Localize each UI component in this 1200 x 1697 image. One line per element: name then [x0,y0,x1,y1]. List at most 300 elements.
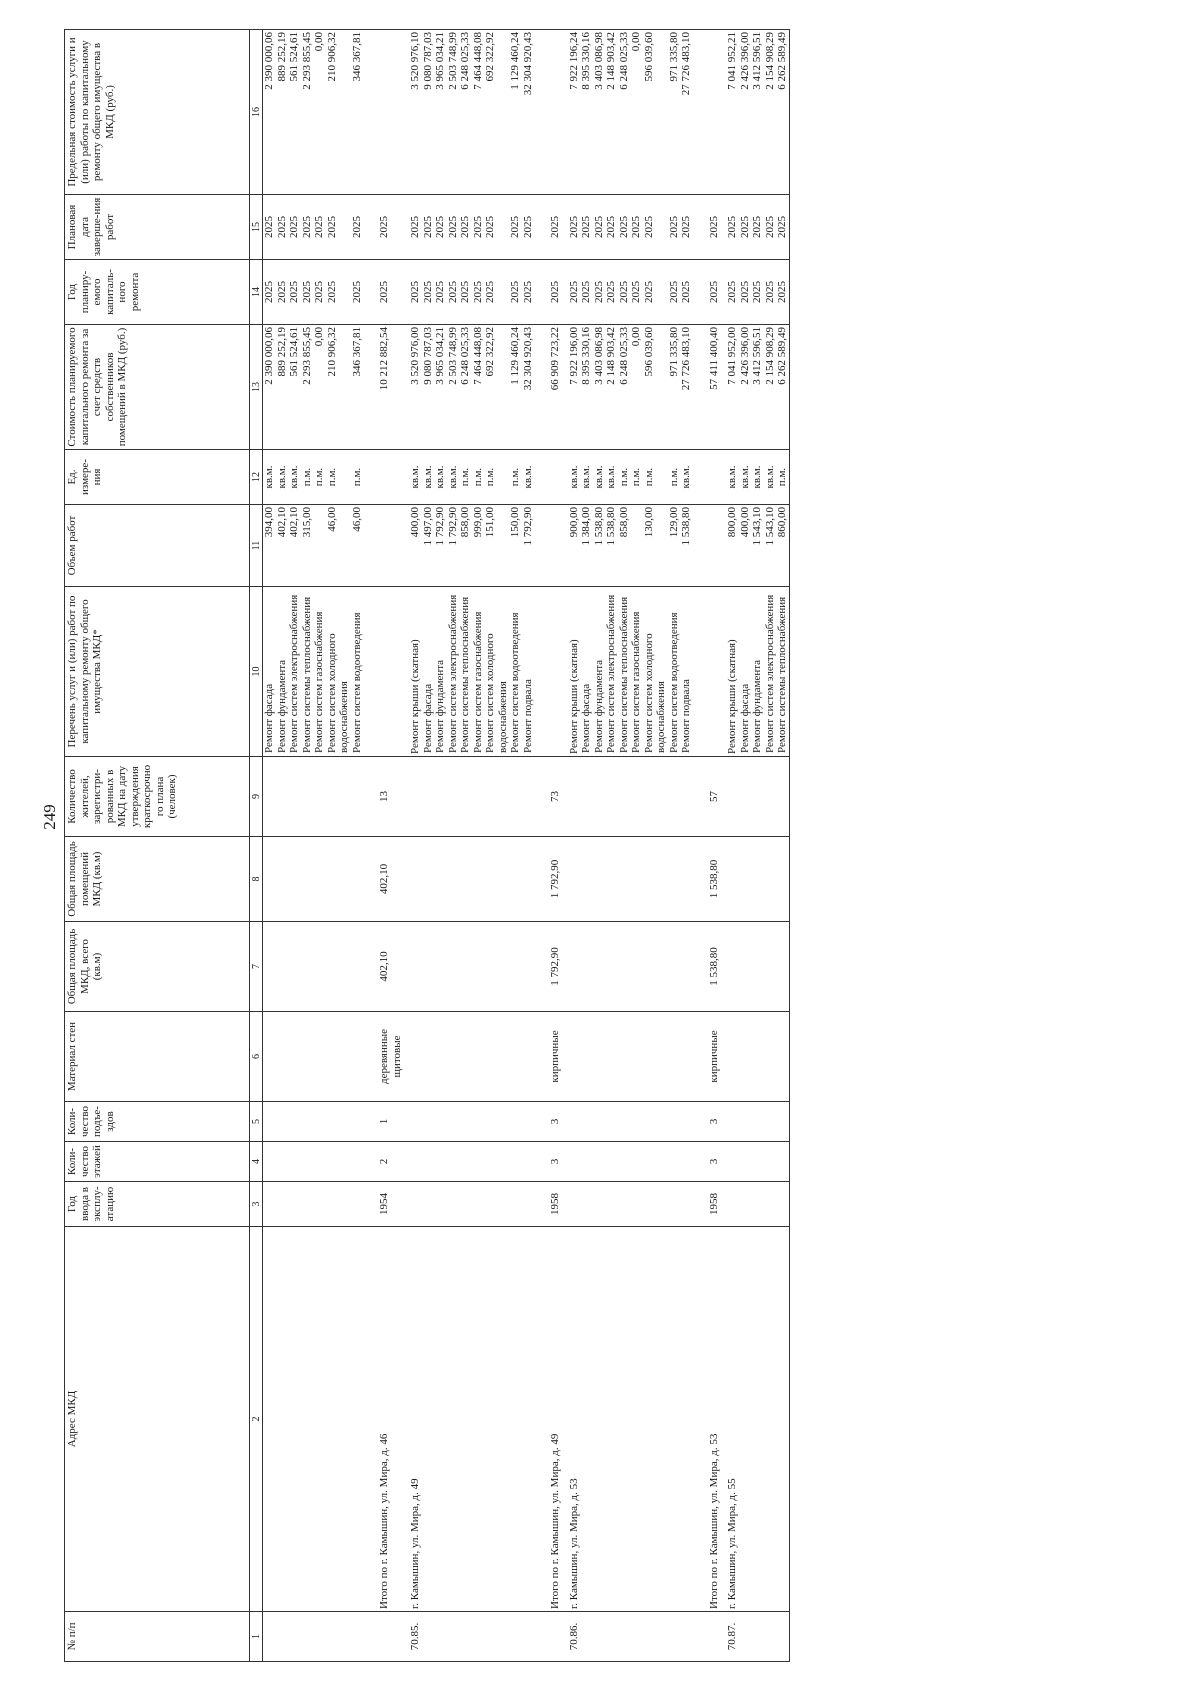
work-row [630,30,643,1662]
cost-limit-cell: 3 965 034,21 [434,30,447,195]
year-commissioned-cell: 1958 [693,1182,721,1227]
row-number-cell: 70.85. [403,1612,422,1662]
floors-cell [643,1142,668,1182]
header-work-volume: Объем работ [65,505,250,587]
year-commissioned-cell [509,1182,522,1227]
wall-material-cell [580,1012,593,1102]
unit-cell: п.м. [301,450,314,505]
work-volume-cell: 860,00 [776,505,789,587]
premises-area-cell [351,837,364,922]
residents-cell: 13 [363,757,403,837]
table-body [263,30,790,1662]
year-commissioned-cell [326,1182,351,1227]
work-row [522,30,535,1662]
repair-year-cell: 2025 [301,260,314,325]
header-planned-cost: Стоимость планируемого капитального ремонта за счет средств собственников помещений в МКД (руб.) [65,325,250,450]
premises-area-cell [403,837,422,922]
row-number-cell [484,1612,509,1662]
entrances-cell [403,1102,422,1142]
planned-cost-cell: 2 426 396,00 [739,325,752,450]
planned-cost-cell: 32 304 920,43 [522,325,535,450]
year-commissioned-cell [618,1182,631,1227]
work-name-cell: Ремонт систем газоснабжения [472,587,485,757]
address-cell [668,1227,681,1612]
premises-area-cell [751,837,764,922]
residents-cell [434,757,447,837]
total-area-cell [562,922,581,1012]
address-cell [459,1227,472,1612]
cost-limit-cell: 9 080 787,03 [422,30,435,195]
cost-limit-cell: 210 906,32 [326,30,351,195]
total-area-cell [739,922,752,1012]
header-repair-year: Год планиру-емого капиталь-ного ремонта [65,260,250,325]
repair-year-cell: 2025 [472,260,485,325]
premises-area-cell [422,837,435,922]
wall-material-cell [630,1012,643,1102]
cost-limit-cell: 7 041 952,21 [720,30,739,195]
work-name-cell: Ремонт систем газоснабжения [630,587,643,757]
repair-year-cell: 2025 [693,260,721,325]
unit-cell: п.м. [459,450,472,505]
planned-cost-cell: 9 080 787,03 [422,325,435,450]
address-cell: Итого по г. Камышин, ул. Мира, д. 49 [534,1227,562,1612]
residents-cell [668,757,681,837]
object-row [403,30,422,1662]
repair-year-cell: 2025 [288,260,301,325]
cost-limit-cell [363,30,403,195]
repair-year-cell: 2025 [534,260,562,325]
year-commissioned-cell [434,1182,447,1227]
completion-date-cell: 2025 [720,195,739,260]
work-name-cell: Ремонт систем холодного водоснабжения [484,587,509,757]
planned-cost-cell: 2 148 903,42 [605,325,618,450]
work-row [301,30,314,1662]
planned-cost-cell: 2 293 855,45 [301,325,314,450]
total-area-cell [522,922,535,1012]
address-cell: г. Камышин, ул. Мира, д. 55 [720,1227,739,1612]
residents-cell [288,757,301,837]
column-number: 5 [250,1102,263,1142]
work-volume-cell: 999,00 [472,505,485,587]
completion-date-cell: 2025 [580,195,593,260]
capital-repair-table [64,29,790,1662]
work-row [472,30,485,1662]
header-total-area: Общая площадь МКД, всего (кв.м) [65,922,250,1012]
table-header [65,30,263,1662]
planned-cost-cell: 2 154 908,29 [764,325,777,450]
planned-cost-cell: 3 403 086,98 [593,325,606,450]
row-number-cell [263,1612,276,1662]
completion-date-cell: 2025 [484,195,509,260]
unit-cell: кв.м. [288,450,301,505]
work-name-cell [534,587,562,757]
completion-date-cell: 2025 [422,195,435,260]
column-number: 8 [250,837,263,922]
floors-cell [522,1142,535,1182]
column-number: 15 [250,195,263,260]
floors-cell [720,1142,739,1182]
completion-date-cell: 2025 [776,195,789,260]
premises-area-cell [680,837,693,922]
entrances-cell [288,1102,301,1142]
unit-cell: п.м. [484,450,509,505]
planned-cost-cell: 596 039,60 [643,325,668,450]
cost-limit-cell: 2 390 000,06 [263,30,276,195]
work-volume-cell: 151,00 [484,505,509,587]
row-number-cell [618,1612,631,1662]
work-volume-cell: 1 538,80 [593,505,606,587]
premises-area-cell [522,837,535,922]
wall-material-cell [562,1012,581,1102]
work-name-cell: Ремонт фасада [263,587,276,757]
work-row [276,30,289,1662]
planned-cost-cell: 0,00 [630,325,643,450]
wall-material-cell [484,1012,509,1102]
premises-area-cell [720,837,739,922]
year-commissioned-cell [472,1182,485,1227]
total-area-cell [509,922,522,1012]
address-cell [739,1227,752,1612]
work-name-cell: Ремонт систем газоснабжения [313,587,326,757]
column-number: 12 [250,450,263,505]
completion-date-cell: 2025 [534,195,562,260]
unit-cell: кв.м. [593,450,606,505]
year-commissioned-cell [263,1182,276,1227]
planned-cost-cell: 971 335,80 [668,325,681,450]
unit-cell: кв.м. [522,450,535,505]
work-name-cell: Ремонт крыши (скатная) [720,587,739,757]
residents-cell [618,757,631,837]
row-number-cell [288,1612,301,1662]
year-commissioned-cell [643,1182,668,1227]
residents-cell [764,757,777,837]
entrances-cell [720,1102,739,1142]
work-row [643,30,668,1662]
residents-cell: 57 [693,757,721,837]
row-number-cell [459,1612,472,1662]
header-row-number: № п/п [65,1612,250,1662]
column-number-row [250,30,263,1662]
entrances-cell [313,1102,326,1142]
floors-cell [434,1142,447,1182]
work-volume-cell: 315,00 [301,505,314,587]
row-number-cell [363,1612,403,1662]
residents-cell [720,757,739,837]
row-number-cell [447,1612,460,1662]
repair-year-cell: 2025 [434,260,447,325]
work-volume-cell: 400,00 [739,505,752,587]
total-area-cell: 1 792,90 [534,922,562,1012]
premises-area-cell [593,837,606,922]
residents-cell [593,757,606,837]
premises-area-cell [509,837,522,922]
completion-date-cell: 2025 [447,195,460,260]
row-number-cell [351,1612,364,1662]
floors-cell [764,1142,777,1182]
object-row [720,30,739,1662]
planned-cost-cell: 57 411 400,40 [693,325,721,450]
total-area-cell [276,922,289,1012]
repair-year-cell: 2025 [720,260,739,325]
completion-date-cell: 2025 [403,195,422,260]
address-cell [447,1227,460,1612]
repair-year-cell: 2025 [363,260,403,325]
work-row [351,30,364,1662]
work-volume-cell: 1 792,90 [447,505,460,587]
entrances-cell [618,1102,631,1142]
work-name-cell: Ремонт систем водоотведения [509,587,522,757]
cost-limit-cell: 32 304 920,43 [522,30,535,195]
work-volume-cell [630,505,643,587]
address-cell [422,1227,435,1612]
work-name-cell: Ремонт систем водоотведения [351,587,364,757]
completion-date-cell: 2025 [351,195,364,260]
completion-date-cell: 2025 [680,195,693,260]
year-commissioned-cell [680,1182,693,1227]
completion-date-cell: 2025 [326,195,351,260]
premises-area-cell [484,837,509,922]
entrances-cell [263,1102,276,1142]
address-cell: Итого по г. Камышин, ул. Мира, д. 53 [693,1227,721,1612]
row-number-cell [764,1612,777,1662]
repair-year-cell: 2025 [668,260,681,325]
premises-area-cell [447,837,460,922]
work-name-cell: Ремонт подвала [680,587,693,757]
work-volume-cell: 1 384,00 [580,505,593,587]
header-year-commissioned: Год ввода в эксплу-атацию [65,1182,250,1227]
column-number: 9 [250,757,263,837]
planned-cost-cell: 3 412 596,51 [751,325,764,450]
residents-cell [562,757,581,837]
work-name-cell: Ремонт систем электроснабжения [288,587,301,757]
wall-material-cell [776,1012,789,1102]
planned-cost-cell: 561 524,61 [288,325,301,450]
header-address: Адрес МКД [65,1227,250,1612]
repair-year-cell: 2025 [751,260,764,325]
work-name-cell: Ремонт систем электроснабжения [764,587,777,757]
row-number-cell [751,1612,764,1662]
year-commissioned-cell [580,1182,593,1227]
rotated-page [64,30,1200,1662]
wall-material-cell [326,1012,351,1102]
address-cell [580,1227,593,1612]
floors-cell [263,1142,276,1182]
work-volume-cell: 1 543,10 [764,505,777,587]
cost-limit-cell: 692 322,92 [484,30,509,195]
entrances-cell [593,1102,606,1142]
premises-area-cell [263,837,276,922]
cost-limit-cell: 0,00 [313,30,326,195]
cost-limit-cell: 27 726 483,10 [680,30,693,195]
row-number-cell [434,1612,447,1662]
work-volume-cell: 1 792,90 [434,505,447,587]
work-row [605,30,618,1662]
total-area-cell [434,922,447,1012]
cost-limit-cell [693,30,721,195]
year-commissioned-cell [630,1182,643,1227]
address-cell: Итого по г. Камышин, ул. Мира, д. 46 [363,1227,403,1612]
work-volume-cell: 1 792,90 [522,505,535,587]
residents-cell [605,757,618,837]
work-row [764,30,777,1662]
premises-area-cell [472,837,485,922]
cost-limit-cell: 6 248 025,33 [618,30,631,195]
work-name-cell [693,587,721,757]
premises-area-cell [434,837,447,922]
year-commissioned-cell [562,1182,581,1227]
work-name-cell: Ремонт системы теплоснабжения [776,587,789,757]
work-name-cell [363,587,403,757]
work-row [484,30,509,1662]
work-row [751,30,764,1662]
column-number: 13 [250,325,263,450]
cost-limit-cell: 596 039,60 [643,30,668,195]
work-volume-cell: 1 538,80 [680,505,693,587]
total-area-cell: 1 538,80 [693,922,721,1012]
year-commissioned-cell [313,1182,326,1227]
row-number-cell [643,1612,668,1662]
repair-year-cell: 2025 [522,260,535,325]
column-number: 3 [250,1182,263,1227]
address-cell [630,1227,643,1612]
column-number: 2 [250,1227,263,1612]
unit-cell: п.м. [326,450,351,505]
work-row [509,30,522,1662]
floors-cell [668,1142,681,1182]
residents-cell [351,757,364,837]
residents-cell [326,757,351,837]
wall-material-cell [288,1012,301,1102]
cost-limit-cell: 8 395 330,16 [580,30,593,195]
planned-cost-cell: 6 248 025,33 [459,325,472,450]
work-name-cell: Ремонт фундамента [434,587,447,757]
entrances-cell [751,1102,764,1142]
row-number-cell [580,1612,593,1662]
wall-material-cell [301,1012,314,1102]
completion-date-cell: 2025 [739,195,752,260]
work-name-cell: Ремонт крыши (скатная) [562,587,581,757]
row-number-cell [680,1612,693,1662]
planned-cost-cell: 692 322,92 [484,325,509,450]
planned-cost-cell: 3 520 976,00 [403,325,422,450]
premises-area-cell [326,837,351,922]
year-commissioned-cell [484,1182,509,1227]
entrances-cell [509,1102,522,1142]
work-row [593,30,606,1662]
planned-cost-cell: 8 395 330,16 [580,325,593,450]
cost-limit-cell: 3 520 976,10 [403,30,422,195]
planned-cost-cell: 6 248 025,33 [618,325,631,450]
premises-area-cell: 1 792,90 [534,837,562,922]
floors-cell [288,1142,301,1182]
work-name-cell: Ремонт системы теплоснабжения [459,587,472,757]
residents-cell [422,757,435,837]
completion-date-cell: 2025 [605,195,618,260]
address-cell [472,1227,485,1612]
work-name-cell: Ремонт систем электроснабжения [605,587,618,757]
floors-cell [776,1142,789,1182]
year-commissioned-cell [422,1182,435,1227]
row-number-cell [605,1612,618,1662]
work-volume-cell: 1 538,80 [605,505,618,587]
work-row [288,30,301,1662]
wall-material-cell [618,1012,631,1102]
repair-year-cell: 2025 [326,260,351,325]
residents-cell [776,757,789,837]
unit-cell: кв.м. [751,450,764,505]
repair-year-cell: 2025 [630,260,643,325]
entrances-cell [776,1102,789,1142]
completion-date-cell: 2025 [288,195,301,260]
floors-cell [447,1142,460,1182]
unit-cell: кв.м. [580,450,593,505]
total-area-cell [288,922,301,1012]
work-volume-cell [313,505,326,587]
total-area-cell [751,922,764,1012]
planned-cost-cell: 66 909 723,22 [534,325,562,450]
unit-cell [693,450,721,505]
work-volume-cell [693,505,721,587]
total-area-cell: 402,10 [363,922,403,1012]
column-number: 4 [250,1142,263,1182]
wall-material-cell [263,1012,276,1102]
cost-limit-cell: 0,00 [630,30,643,195]
completion-date-cell: 2025 [618,195,631,260]
premises-area-cell [764,837,777,922]
row-number-cell [301,1612,314,1662]
floors-cell [326,1142,351,1182]
row-number-cell [422,1612,435,1662]
year-commissioned-cell [739,1182,752,1227]
residents-cell [403,757,422,837]
address-cell [263,1227,276,1612]
page-number: 249 [40,804,59,830]
floors-cell [459,1142,472,1182]
total-row [534,30,562,1662]
completion-date-cell: 2025 [313,195,326,260]
floors-cell [739,1142,752,1182]
unit-cell: п.м. [351,450,364,505]
wall-material-cell [522,1012,535,1102]
year-commissioned-cell [605,1182,618,1227]
wall-material-cell [447,1012,460,1102]
repair-year-cell: 2025 [263,260,276,325]
work-name-cell: Ремонт подвала [522,587,535,757]
work-name-cell: Ремонт крыши (скатная) [403,587,422,757]
year-commissioned-cell [751,1182,764,1227]
wall-material-cell [351,1012,364,1102]
row-number-cell [509,1612,522,1662]
address-cell [605,1227,618,1612]
completion-date-cell: 2025 [764,195,777,260]
address-cell [751,1227,764,1612]
unit-cell: кв.м. [680,450,693,505]
work-row [447,30,460,1662]
year-commissioned-cell: 1954 [363,1182,403,1227]
work-name-cell: Ремонт фундамента [593,587,606,757]
header-completion-date: Плановая дата заверше-ния работ [65,195,250,260]
floors-cell [593,1142,606,1182]
cost-limit-cell: 1 129 460,24 [509,30,522,195]
unit-cell: кв.м. [739,450,752,505]
completion-date-cell: 2025 [643,195,668,260]
floors-cell [618,1142,631,1182]
total-area-cell [447,922,460,1012]
repair-year-cell: 2025 [593,260,606,325]
entrances-cell [459,1102,472,1142]
repair-year-cell: 2025 [484,260,509,325]
address-cell [643,1227,668,1612]
